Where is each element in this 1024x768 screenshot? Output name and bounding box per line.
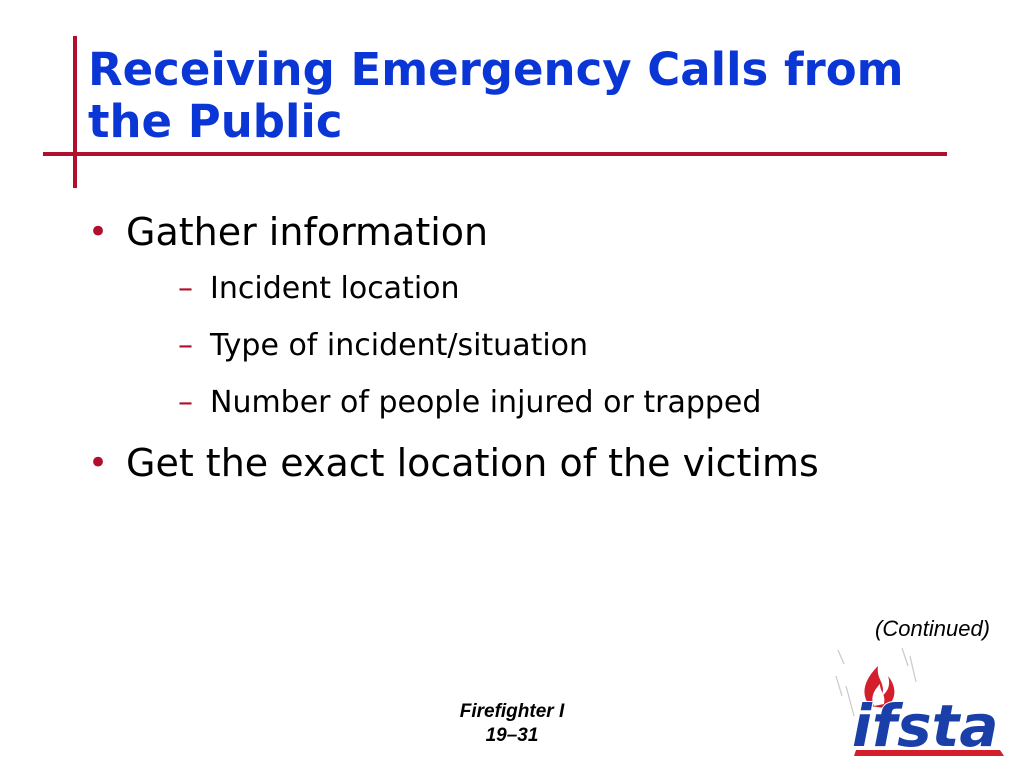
sub-bullet-list <box>126 260 966 431</box>
slide-title-line-2: the Public <box>88 95 343 148</box>
sub-bullet-item <box>126 374 966 431</box>
sub-bullet-text: Type of incident/situation <box>210 328 589 363</box>
slide-title <box>88 44 968 148</box>
bullet-text: Get the exact location of the victims <box>126 441 819 485</box>
sub-bullet-text: Incident location <box>210 271 460 306</box>
dash-marker-icon: – <box>178 271 193 306</box>
slide-title-line-1: Receiving Emergency Calls from <box>88 43 904 96</box>
dash-marker-icon: – <box>178 328 193 363</box>
bullet-item <box>86 437 966 489</box>
dash-marker-icon: – <box>178 385 193 420</box>
horizontal-accent-rule <box>43 152 947 156</box>
continued-label: (Continued) <box>875 616 990 641</box>
logo-wordmark: ifsta <box>852 692 999 760</box>
bullet-text: Gather information <box>126 210 489 254</box>
ifsta-logo-icon <box>832 646 1008 764</box>
slide-footer <box>412 700 612 748</box>
bullet-list <box>86 206 966 493</box>
sub-bullet-item <box>126 317 966 374</box>
footer-page-number: 19–31 <box>485 725 539 746</box>
bullet-dot-icon: • <box>88 443 109 483</box>
sub-bullet-item <box>126 260 966 317</box>
footer-course-title: Firefighter I <box>459 701 565 722</box>
vertical-accent-rule <box>73 36 77 188</box>
sub-bullet-text: Number of people injured or trapped <box>210 385 762 420</box>
bullet-item <box>86 206 966 431</box>
bullet-dot-icon: • <box>88 212 109 252</box>
